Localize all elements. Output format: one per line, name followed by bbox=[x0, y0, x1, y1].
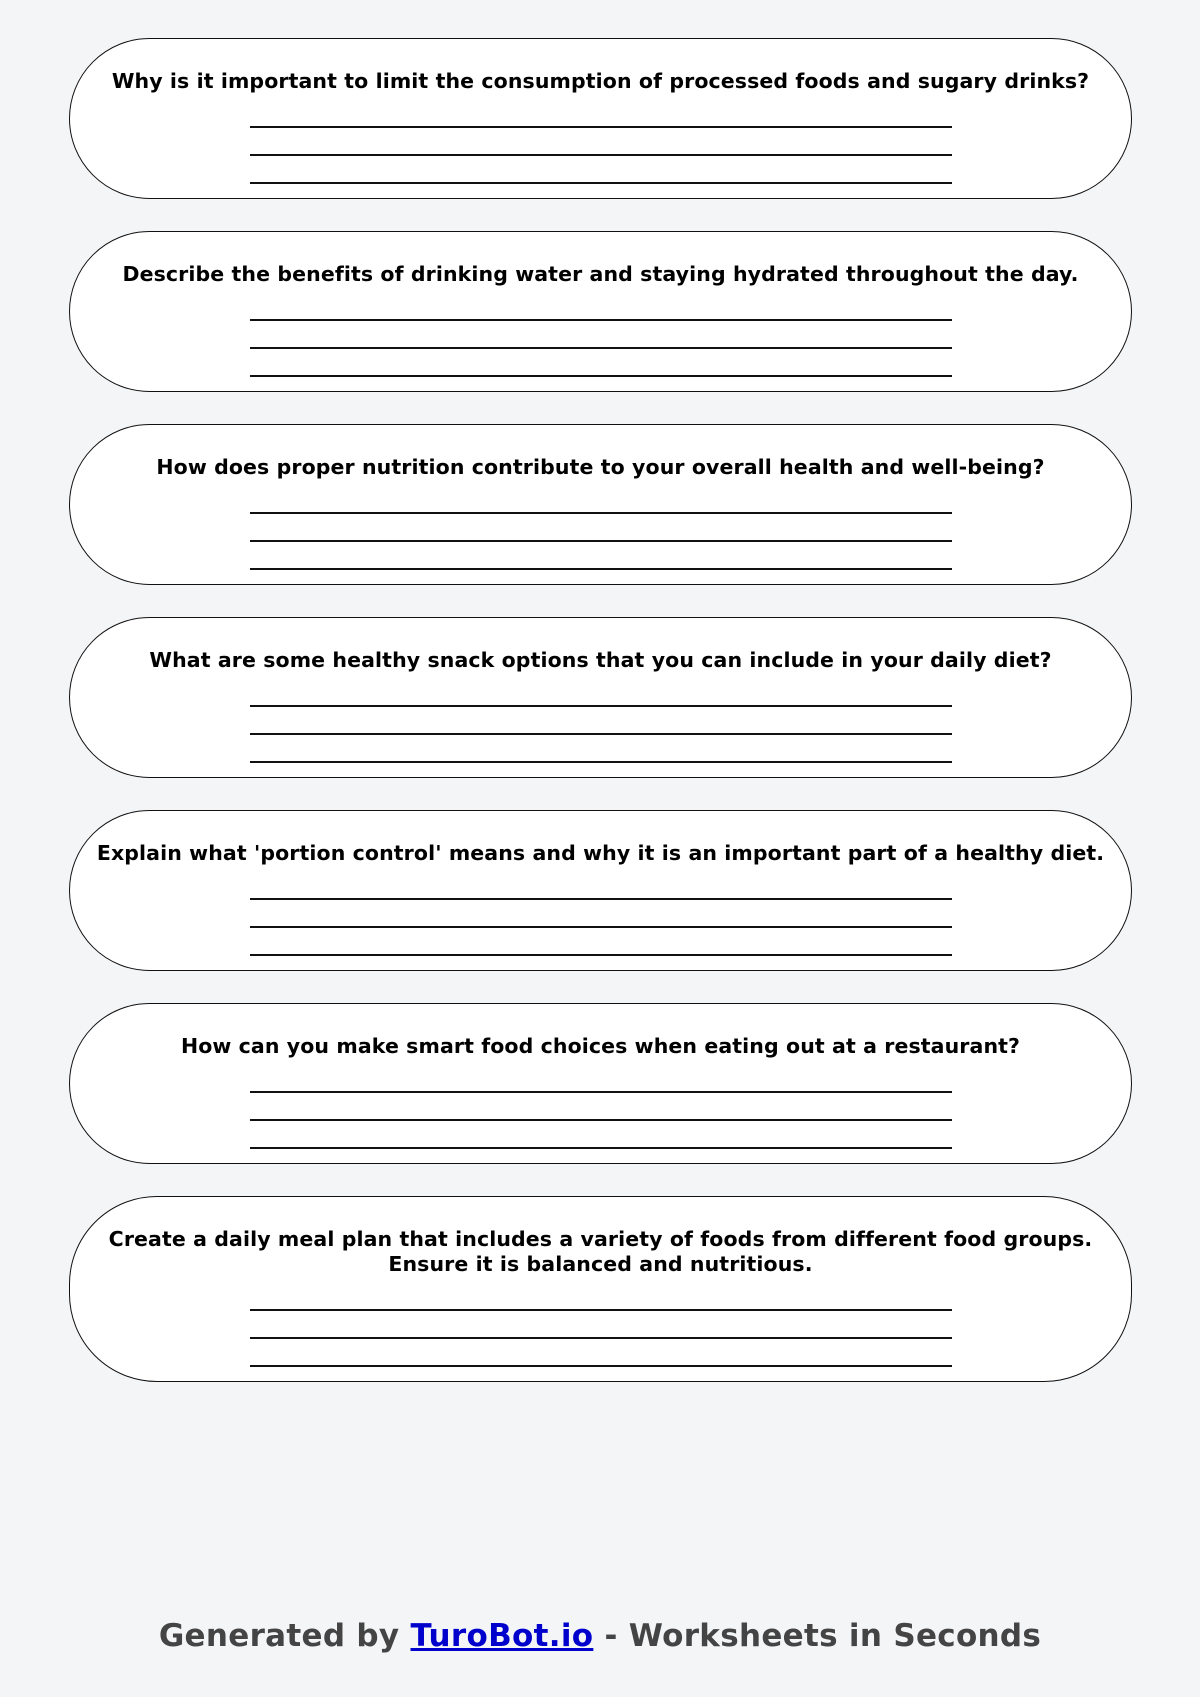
question-text: How can you make smart food choices when eating out at a restaurant? bbox=[180, 1034, 1021, 1058]
answer-lines bbox=[250, 1091, 952, 1149]
question-box bbox=[69, 617, 1132, 778]
answer-line bbox=[250, 540, 952, 542]
answer-line bbox=[250, 705, 952, 707]
answer-line bbox=[250, 154, 952, 156]
question-box bbox=[69, 810, 1132, 971]
answer-line bbox=[250, 319, 952, 321]
question-box bbox=[69, 231, 1132, 392]
turobot-link[interactable]: TuroBot.io bbox=[410, 1618, 594, 1654]
question-text: What are some healthy snack options that you can include in your daily diet? bbox=[149, 648, 1052, 672]
answer-lines bbox=[250, 126, 952, 184]
answer-line bbox=[250, 733, 952, 735]
worksheet bbox=[69, 38, 1132, 1414]
question-text: How does proper nutrition contribute to your overall health and well-being? bbox=[156, 455, 1045, 479]
answer-lines bbox=[250, 705, 952, 763]
answer-line bbox=[250, 954, 952, 956]
answer-lines bbox=[250, 1309, 952, 1367]
answer-line bbox=[250, 926, 952, 928]
question-box bbox=[69, 38, 1132, 199]
answer-line bbox=[250, 1119, 952, 1121]
question-text: Create a daily meal plan that includes a variety of foods from different food groups. Ensure it is balanced and nutritious. bbox=[108, 1227, 1093, 1276]
answer-line bbox=[250, 1309, 952, 1311]
answer-lines bbox=[250, 319, 952, 377]
answer-line bbox=[250, 182, 952, 184]
answer-line bbox=[250, 1365, 952, 1367]
question-box bbox=[69, 1003, 1132, 1164]
answer-line bbox=[250, 375, 952, 377]
answer-line bbox=[250, 761, 952, 763]
answer-line bbox=[250, 347, 952, 349]
question-text: Why is it important to limit the consumption of processed foods and sugary drinks? bbox=[111, 69, 1090, 93]
question-box bbox=[69, 1196, 1132, 1382]
footer bbox=[0, 1618, 1200, 1654]
footer-suffix: - Worksheets in Seconds bbox=[604, 1618, 1042, 1654]
answer-line bbox=[250, 1091, 952, 1093]
question-text: Explain what 'portion control' means and why it is an important part of a healthy diet. bbox=[96, 841, 1105, 865]
footer-prefix: Generated by bbox=[158, 1618, 400, 1654]
answer-lines bbox=[250, 512, 952, 570]
answer-line bbox=[250, 1147, 952, 1149]
answer-line bbox=[250, 898, 952, 900]
answer-line bbox=[250, 568, 952, 570]
question-text: Describe the benefits of drinking water and staying hydrated throughout the day. bbox=[122, 262, 1079, 286]
answer-lines bbox=[250, 898, 952, 956]
question-box bbox=[69, 424, 1132, 585]
answer-line bbox=[250, 1337, 952, 1339]
answer-line bbox=[250, 512, 952, 514]
answer-line bbox=[250, 126, 952, 128]
